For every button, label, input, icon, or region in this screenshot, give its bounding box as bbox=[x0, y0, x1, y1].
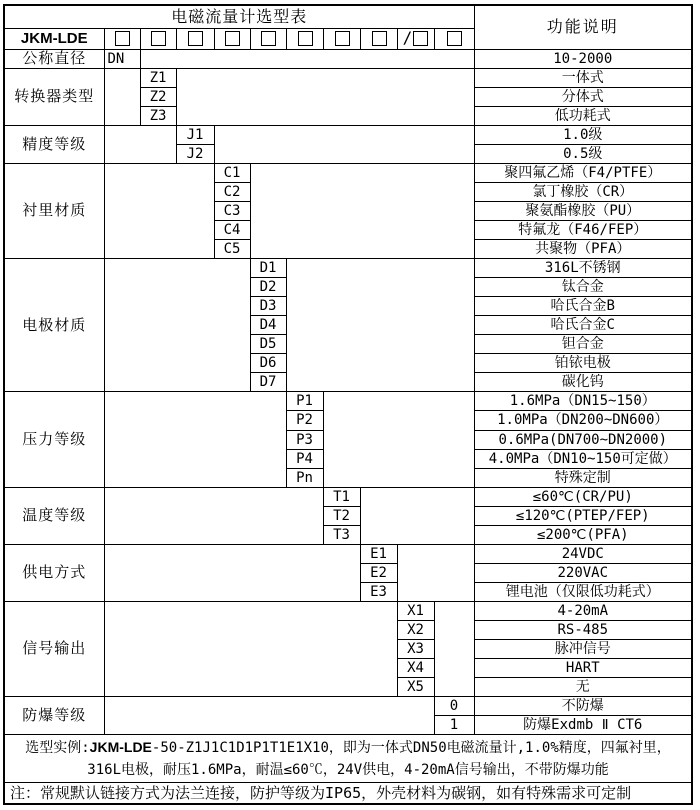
description-cell: 钛合金 bbox=[474, 278, 692, 297]
example-line-1: 选型实例:JKM-LDE-50-Z1J1C1D1P1T1E1X10，即为一体式DN50电磁流量计,1.0%精度，四氟衬里， bbox=[25, 739, 671, 757]
description-cell: 聚四氟乙烯（F4/PTFE） bbox=[474, 163, 692, 182]
table-row bbox=[4, 601, 692, 620]
description-cell: HART bbox=[474, 659, 692, 678]
description-cell: 一体式 bbox=[474, 68, 692, 87]
description-cell: 锂电池（仅限低功耗式） bbox=[474, 582, 692, 601]
checkbox-icon[interactable] bbox=[372, 31, 387, 46]
description-cell: 铂铱电极 bbox=[474, 354, 692, 373]
description-cell: ≤120℃(PTEP/FEP) bbox=[474, 506, 692, 525]
description-cell: 不防爆 bbox=[474, 697, 692, 716]
table-row bbox=[4, 163, 692, 182]
code-cell: 0 bbox=[434, 697, 474, 716]
description-cell: 钽合金 bbox=[474, 335, 692, 354]
title-row bbox=[4, 5, 692, 28]
table-row bbox=[4, 697, 692, 716]
filler-cell bbox=[104, 259, 250, 392]
code-cell: D7 bbox=[250, 373, 286, 392]
category-label: 公称直径 bbox=[4, 49, 104, 68]
filler-cell bbox=[250, 163, 474, 258]
code-cell: Z2 bbox=[140, 87, 176, 106]
table-title: 电磁流量计选型表 bbox=[4, 5, 474, 28]
description-cell: 特殊定制 bbox=[474, 468, 692, 487]
filler-cell bbox=[323, 392, 474, 487]
filler-cell bbox=[104, 125, 176, 163]
checkbox-cell[interactable] bbox=[360, 28, 397, 49]
checkbox-icon[interactable] bbox=[413, 31, 428, 46]
code-cell: D1 bbox=[250, 259, 286, 278]
description-cell: 4-20mA bbox=[474, 601, 692, 620]
checkbox-cell[interactable] bbox=[397, 28, 434, 49]
code-cell: D6 bbox=[250, 354, 286, 373]
description-cell: 聚氨酯橡胶（PU） bbox=[474, 201, 692, 220]
checkbox-cell[interactable] bbox=[434, 28, 474, 49]
description-cell: 特氟龙（F46/FEP） bbox=[474, 221, 692, 240]
checkbox-icon[interactable] bbox=[225, 31, 240, 46]
description-cell: 无 bbox=[474, 678, 692, 697]
code-cell: C5 bbox=[214, 240, 250, 259]
category-label: 电极材质 bbox=[4, 259, 104, 392]
model-prefix: JKM-LDE bbox=[4, 28, 104, 49]
function-column-header: 功能说明 bbox=[474, 5, 692, 49]
note-text: 注：常规默认链接方式为法兰连接，防护等级为IP65，外壳材料为碳钢，如有特殊需求可定制 bbox=[4, 783, 692, 804]
code-cell: C3 bbox=[214, 201, 250, 220]
filler-cell bbox=[286, 259, 474, 392]
category-label: 转换器类型 bbox=[4, 68, 104, 125]
code-cell: C4 bbox=[214, 221, 250, 240]
code-cell: X1 bbox=[397, 601, 434, 620]
example-line-2: 316L电极，耐压1.6MPa，耐温≤60℃，24V供电，4-20mA信号输出，不带防爆功能 bbox=[87, 762, 609, 779]
description-cell: 316L不锈钢 bbox=[474, 259, 692, 278]
code-cell: J2 bbox=[176, 144, 214, 163]
description-cell: 24VDC bbox=[474, 544, 692, 563]
checkbox-cell[interactable] bbox=[176, 28, 214, 49]
description-cell: 脉冲信号 bbox=[474, 640, 692, 659]
description-cell: 220VAC bbox=[474, 563, 692, 582]
filler-cell bbox=[140, 49, 474, 68]
description-cell: 氯丁橡胶（CR） bbox=[474, 182, 692, 201]
code-cell: E3 bbox=[360, 582, 397, 601]
filler-cell bbox=[104, 68, 140, 125]
description-cell: 防爆Exdmb Ⅱ CT6 bbox=[474, 716, 692, 735]
example-row bbox=[4, 735, 692, 783]
category-label: 压力等级 bbox=[4, 392, 104, 487]
flowmeter-selection-table bbox=[3, 4, 693, 805]
category-label: 防爆等级 bbox=[4, 697, 104, 735]
filler-cell bbox=[360, 487, 474, 544]
description-cell: RS-485 bbox=[474, 621, 692, 640]
checkbox-cell[interactable] bbox=[104, 28, 140, 49]
filler-cell bbox=[104, 487, 323, 544]
table-row bbox=[4, 259, 692, 278]
code-cell: 1 bbox=[434, 716, 474, 735]
checkbox-icon[interactable] bbox=[298, 31, 313, 46]
table-row bbox=[4, 392, 692, 411]
filler-cell bbox=[104, 392, 286, 487]
checkbox-cell[interactable] bbox=[140, 28, 176, 49]
description-cell: 哈氏合金B bbox=[474, 297, 692, 316]
filler-cell bbox=[104, 697, 434, 735]
code-cell: T2 bbox=[323, 506, 360, 525]
description-cell: 共聚物（PFA） bbox=[474, 240, 692, 259]
category-label: 供电方式 bbox=[4, 544, 104, 601]
code-cell: P3 bbox=[286, 430, 323, 449]
table-row bbox=[4, 544, 692, 563]
filler-cell bbox=[176, 68, 474, 125]
code-cell: Z3 bbox=[140, 106, 176, 125]
code-cell: D5 bbox=[250, 335, 286, 354]
code-cell: C2 bbox=[214, 182, 250, 201]
slash-prefix: / bbox=[402, 28, 413, 48]
checkbox-icon[interactable] bbox=[151, 31, 166, 46]
filler-cell bbox=[104, 601, 397, 696]
selection-example bbox=[4, 735, 692, 783]
code-cell: E2 bbox=[360, 563, 397, 582]
checkbox-cell[interactable] bbox=[214, 28, 250, 49]
description-cell: 4.0MPa（DN10~150可定做） bbox=[474, 449, 692, 468]
code-cell: P2 bbox=[286, 411, 323, 430]
description-cell: ≤60℃(CR/PU) bbox=[474, 487, 692, 506]
code-cell: J1 bbox=[176, 125, 214, 144]
description-cell: 10-2000 bbox=[474, 49, 692, 68]
code-cell: X3 bbox=[397, 640, 434, 659]
checkbox-cell[interactable] bbox=[286, 28, 323, 49]
code-cell: Pn bbox=[286, 468, 323, 487]
code-cell: P4 bbox=[286, 449, 323, 468]
code-cell: X4 bbox=[397, 659, 434, 678]
code-cell: D2 bbox=[250, 278, 286, 297]
table-row bbox=[4, 487, 692, 506]
note-row bbox=[4, 783, 692, 804]
filler-cell bbox=[397, 544, 474, 601]
checkbox-icon[interactable] bbox=[115, 31, 130, 46]
code-cell: E1 bbox=[360, 544, 397, 563]
code-cell: DN bbox=[104, 49, 140, 68]
code-cell: T1 bbox=[323, 487, 360, 506]
category-label: 精度等级 bbox=[4, 125, 104, 163]
description-cell: ≤200℃(PFA) bbox=[474, 525, 692, 544]
category-label: 温度等级 bbox=[4, 487, 104, 544]
table-row bbox=[4, 49, 692, 68]
description-cell: 0.5级 bbox=[474, 144, 692, 163]
description-cell: 哈氏合金C bbox=[474, 316, 692, 335]
checkbox-icon[interactable] bbox=[335, 31, 350, 46]
category-label: 信号输出 bbox=[4, 601, 104, 696]
description-cell: 碳化钨 bbox=[474, 373, 692, 392]
filler-cell bbox=[104, 544, 360, 601]
table-row bbox=[4, 68, 692, 87]
code-cell: D4 bbox=[250, 316, 286, 335]
code-cell: T3 bbox=[323, 525, 360, 544]
description-cell: 1.6MPa（DN15~150） bbox=[474, 392, 692, 411]
code-cell: C1 bbox=[214, 163, 250, 182]
description-cell: 1.0MPa（DN200~DN600） bbox=[474, 411, 692, 430]
checkbox-icon[interactable] bbox=[188, 31, 203, 46]
filler-cell bbox=[214, 125, 474, 163]
checkbox-cell[interactable] bbox=[250, 28, 286, 49]
code-cell: X5 bbox=[397, 678, 434, 697]
code-cell: P1 bbox=[286, 392, 323, 411]
filler-cell bbox=[104, 163, 214, 258]
checkbox-cell[interactable] bbox=[323, 28, 360, 49]
description-cell: 低功耗式 bbox=[474, 106, 692, 125]
filler-cell bbox=[434, 601, 474, 696]
description-cell: 分体式 bbox=[474, 87, 692, 106]
code-cell: Z1 bbox=[140, 68, 176, 87]
checkbox-icon[interactable] bbox=[447, 31, 462, 46]
category-label: 衬里材质 bbox=[4, 163, 104, 258]
code-cell: X2 bbox=[397, 621, 434, 640]
checkbox-icon[interactable] bbox=[261, 31, 276, 46]
table-row bbox=[4, 125, 692, 144]
description-cell: 1.0级 bbox=[474, 125, 692, 144]
example-model-name: JKM-LDE bbox=[89, 739, 152, 756]
description-cell: 0.6MPa(DN700~DN2000) bbox=[474, 430, 692, 449]
code-cell: D3 bbox=[250, 297, 286, 316]
